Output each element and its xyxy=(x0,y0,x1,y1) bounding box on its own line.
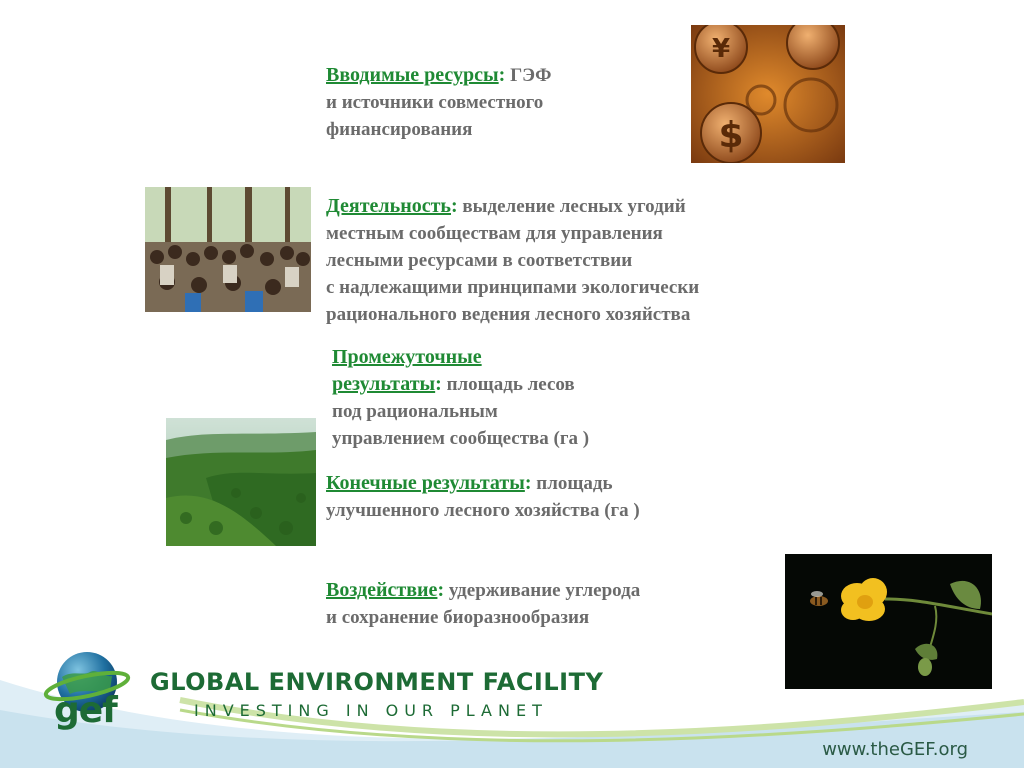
outputs-line-1: площадь лесов xyxy=(446,374,575,395)
activity-line-3: лесными ресурсами в соответствии xyxy=(326,250,633,271)
impact-line-2: и сохранение биоразнообразия xyxy=(326,607,590,628)
impact-heading[interactable]: Воздействие xyxy=(326,579,438,601)
organization-title: GLOBAL ENVIRONMENT FACILITY xyxy=(150,668,604,696)
outputs-line-3: управлением сообщества (га ) xyxy=(332,428,590,449)
activity-line-5: рационального ведения лесного хозяйства xyxy=(326,304,691,325)
impact-line-1: удерживание углерода xyxy=(448,580,641,601)
coins-gears-photo xyxy=(691,25,845,163)
community-meeting-photo xyxy=(145,187,311,312)
outcomes-line-1: площадь xyxy=(536,473,613,494)
activity-heading[interactable]: Деятельность xyxy=(326,195,451,217)
outputs-colon: : xyxy=(435,373,442,395)
outputs-heading-line-1[interactable]: Промежуточные xyxy=(332,346,482,368)
outputs-line-2: под рациональным xyxy=(332,401,498,422)
outcomes-colon: : xyxy=(524,472,532,494)
activity-line-4: с надлежащими принципами экологически xyxy=(326,277,700,298)
outcomes-heading[interactable]: Конечные результаты xyxy=(326,472,525,494)
outcomes-block xyxy=(326,470,640,524)
bee-flower-photo xyxy=(785,554,992,689)
outputs-heading-line-2[interactable]: результаты xyxy=(332,373,436,395)
svg-text:¥: ¥ xyxy=(711,34,731,64)
forest-valley-photo xyxy=(166,418,316,546)
impact-block xyxy=(326,577,640,631)
inputs-line-3: финансирования xyxy=(326,119,473,140)
inputs-block xyxy=(326,62,551,143)
activity-line-2: местным сообществам для управления xyxy=(326,223,663,244)
activity-colon: : xyxy=(451,195,458,217)
activity-line-1: выделение лесных угодий xyxy=(462,196,686,217)
outputs-block xyxy=(332,344,589,452)
website-link[interactable]: www.theGEF.org xyxy=(822,739,968,760)
gef-logo-text: gef xyxy=(54,690,117,731)
activity-block xyxy=(326,193,699,328)
outcomes-line-2: улучшенного лесного хозяйства (га ) xyxy=(326,500,640,521)
inputs-line-2: и источники совместного xyxy=(326,92,544,113)
inputs-colon: : xyxy=(498,64,506,86)
svg-text:$: $ xyxy=(718,115,744,156)
impact-colon: : xyxy=(437,579,445,601)
inputs-heading[interactable]: Вводимые ресурсы xyxy=(326,64,499,86)
inputs-line-1: ГЭФ xyxy=(510,65,552,86)
organization-tagline: INVESTING IN OUR PLANET xyxy=(194,701,548,720)
